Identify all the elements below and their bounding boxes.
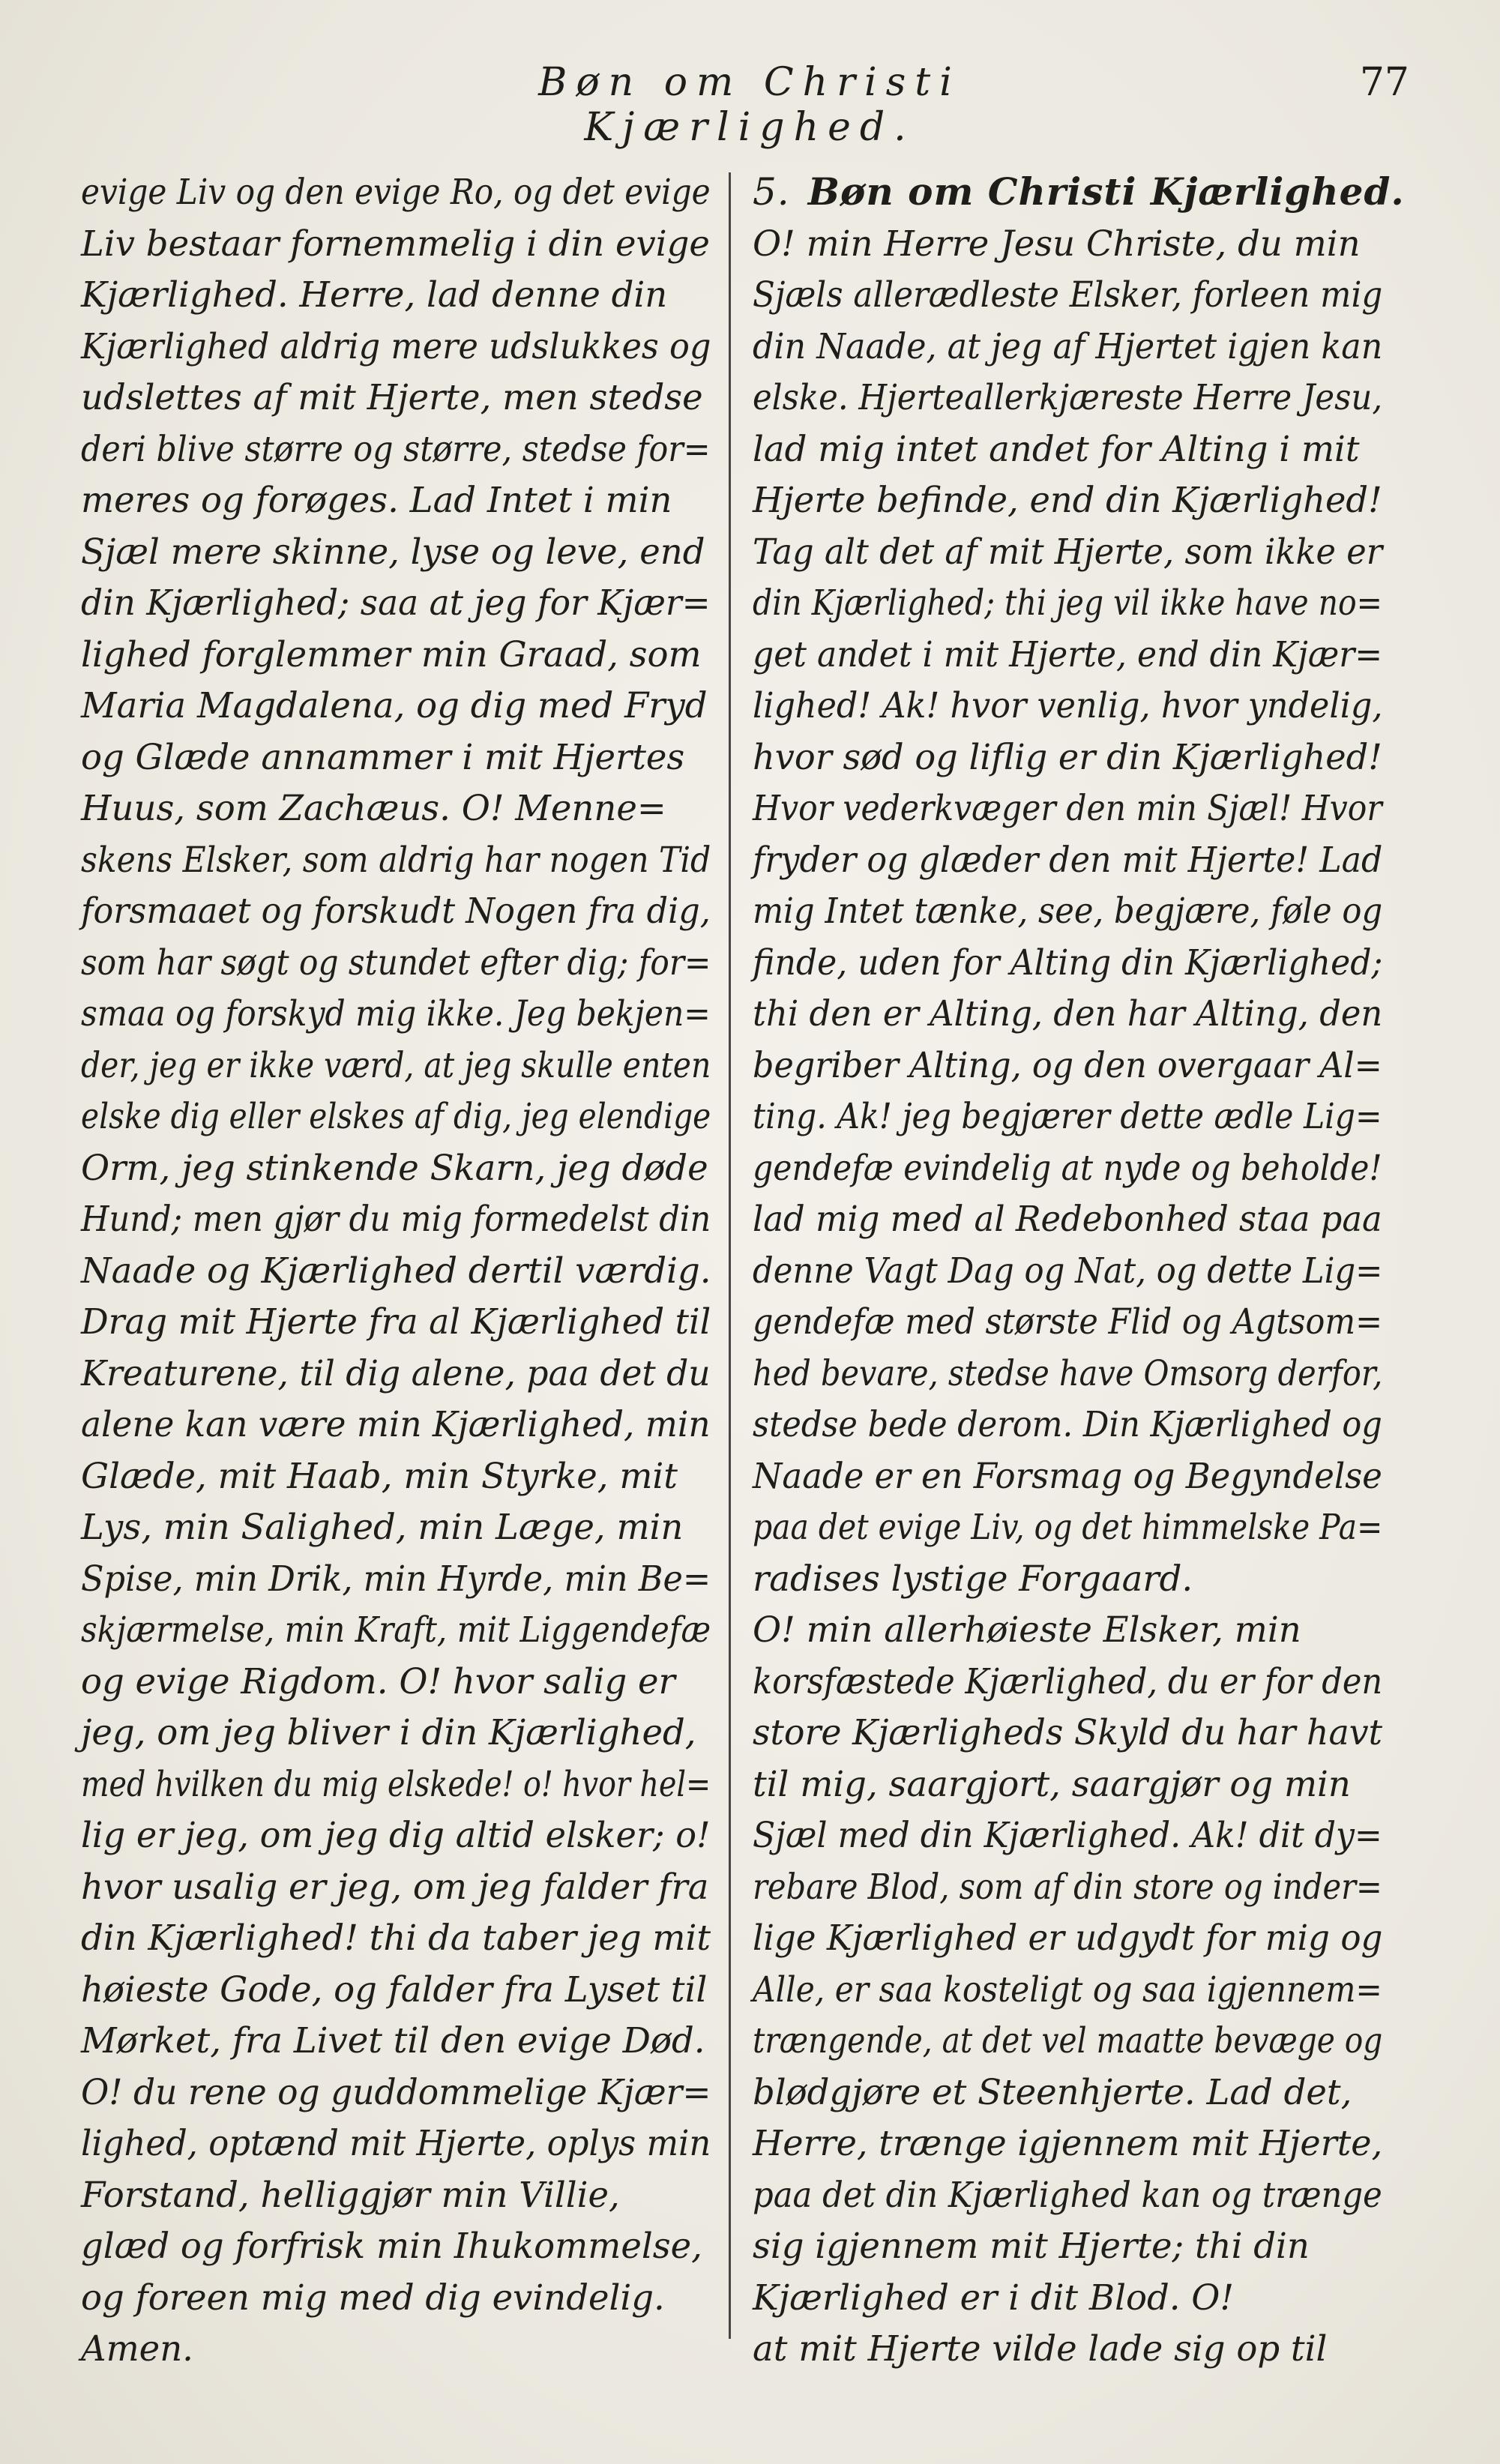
text-line: glæd og forfrisk min Ihukommelse, — [81, 2226, 702, 2266]
text-line: mig Intet tænke, see, begjære, føle og — [753, 891, 1383, 931]
text-line: lige Kjærlighed er udgydt for mig og — [753, 1918, 1383, 1958]
text-line: korsfæstede Kjærlighed, du er for den — [753, 1660, 1383, 1702]
text-line: og foreen mig med dig evindelig. — [81, 2277, 665, 2318]
section-title: Bøn om Christi Kjærlighed. — [807, 169, 1405, 214]
text-line: der, jeg er ikke værd, at jeg skulle enten — [81, 1044, 711, 1085]
text-line: Liv bestaar fornemmelig i din evige — [81, 223, 710, 264]
text-line: lighed forglemmer min Graad, som — [81, 633, 702, 675]
text-line: Kjærlighed er i dit Blod. O! — [753, 2277, 1235, 2318]
text-line: skens Elsker, som aldrig har nogen Tid — [81, 839, 711, 880]
text-line: alene kan være min Kjærlighed, min — [81, 1404, 711, 1445]
text-line: O! du rene og guddommelige Kjær= — [81, 2071, 711, 2112]
text-line: forsmaaet og forskudt Nogen fra dig, — [81, 891, 711, 931]
text-line: Lys, min Salighed, min Læge, min — [81, 1507, 684, 1547]
text-line: Forstand, helliggjør min Villie, — [81, 2174, 620, 2215]
text-line: Tag alt det af mit Hjerte, som ikke er — [753, 531, 1383, 572]
text-line: skjærmelse, min Kraft, mit Liggendefæ — [81, 1609, 711, 1650]
text-line: store Kjærligheds Skyld du har havt — [753, 1712, 1383, 1753]
left-text-column — [81, 166, 711, 2375]
text-line: jeg, om jeg bliver i din Kjærlighed, — [81, 1712, 696, 1753]
text-line: med hvilken du mig elskede! o! hvor hel= — [81, 1763, 711, 1804]
text-line: og Glæde annammer i mit Hjertes — [81, 736, 685, 777]
running-header: Bøn om Christi Kjærlighed. — [538, 60, 961, 150]
text-line: denne Vagt Dag og Nat, og dette Lig= — [753, 1250, 1383, 1291]
text-line: paa det din Kjærlighed kan og trænge — [753, 2174, 1382, 2215]
text-line: til mig, saargjort, saargjør og min — [753, 1763, 1351, 1804]
text-line: Alle, er saa kosteligt og saa igjennem= — [753, 1969, 1382, 2010]
text-line: Mørket, fra Livet til den evige Død. — [81, 2020, 705, 2061]
text-line: Sjæl mere skinne, lyse og leve, end — [81, 531, 705, 572]
text-line: lad mig intet andet for Alting i mit — [753, 428, 1360, 469]
page-number: 77 — [1359, 60, 1409, 105]
text-line: Glæde, mit Haab, min Styrke, mit — [81, 1455, 678, 1496]
text-line: lig er jeg, om jeg dig altid elsker; o! — [81, 1815, 711, 1855]
text-line: gendefæ evindelig at nyde og beholde! — [753, 1147, 1382, 1188]
text-line: Huus, som Zachæus. O! Menne= — [81, 788, 666, 828]
text-line: din Kjærlighed; saa at jeg for Kjær= — [81, 582, 711, 623]
text-line: O! min Herre Jesu Christe, du min — [753, 223, 1361, 264]
text-line: og evige Rigdom. O! hvor salig er — [81, 1660, 675, 1702]
text-line: Hvor vederkvæger den min Sjæl! Hvor — [753, 788, 1382, 828]
text-line: Sjæl med din Kjærlighed. Ak! dit dy= — [753, 1815, 1382, 1855]
section-heading — [753, 166, 1405, 218]
text-line: blødgjøre et Steenhjerte. Lad det, — [753, 2071, 1352, 2112]
text-line: elske dig eller elskes af dig, jeg elendige — [81, 1096, 711, 1136]
text-line: hvor sød og liflig er din Kjærlighed! — [753, 736, 1382, 777]
text-line: at mit Hjerte vilde lade sig op til — [753, 2328, 1328, 2369]
text-line: Hjerte befinde, end din Kjærlighed! — [753, 480, 1382, 520]
text-line: Spise, min Drik, min Hyrde, min Be= — [81, 1558, 711, 1599]
text-line: sig igjennem mit Hjerte; thi din — [753, 2226, 1310, 2266]
text-line: rebare Blod, som af din store og inder= — [753, 1866, 1382, 1907]
text-line: Sjæls allerædleste Elsker, forleen mig — [753, 274, 1383, 315]
text-line: hed bevare, stedse have Omsorg derfor, — [753, 1352, 1383, 1394]
text-line: deri blive større og større, stedse for= — [81, 428, 711, 469]
text-line: finde, uden for Alting din Kjærlighed; — [753, 942, 1383, 983]
text-line: Naade og Kjærlighed dertil værdig. — [81, 1250, 711, 1291]
text-line: trængende, at det vel maatte bevæge og — [753, 2020, 1383, 2061]
column-divider — [729, 172, 731, 2339]
text-line: Kreaturene, til dig alene, paa det du — [81, 1352, 711, 1394]
text-line: evige Liv og den evige Ro, og det evige — [81, 172, 711, 212]
text-line: smaa og forskyd mig ikke. Jeg bekjen= — [81, 993, 711, 1034]
text-line: stedse bede derom. Din Kjærlighed og — [753, 1404, 1382, 1445]
text-line: paa det evige Liv, og det himmelske Pa= — [753, 1507, 1383, 1547]
text-line: meres og forøges. Lad Intet i min — [81, 480, 672, 520]
text-line: begriber Alting, og den overgaar Al= — [753, 1044, 1382, 1085]
text-line: lighed, optænd mit Hjerte, oplys min — [81, 2123, 711, 2163]
text-line: din Kjærlighed! thi da taber jeg mit — [81, 1918, 711, 1958]
text-line: radises lystige Forgaard. — [753, 1558, 1193, 1599]
text-line: fryder og glæder den mit Hjerte! Lad — [753, 839, 1383, 880]
text-line: Kjærlighed aldrig mere udslukkes og — [81, 325, 711, 367]
text-line: Herre, trænge igjennem mit Hjerte, — [753, 2123, 1383, 2163]
text-line: Naade er en Forsmag og Begyndelse — [753, 1455, 1382, 1496]
text-line: Kjærlighed. Herre, lad denne din — [81, 274, 668, 315]
text-line: din Kjærlighed; thi jeg vil ikke have no= — [753, 582, 1382, 623]
text-line: din Naade, at jeg af Hjertet igjen kan — [753, 325, 1383, 367]
text-line: hvor usalig er jeg, om jeg falder fra — [81, 1866, 709, 1907]
right-text-column — [753, 166, 1405, 2375]
text-line: get andet i mit Hjerte, end din Kjær= — [753, 633, 1383, 675]
text-line: O! min allerhøieste Elsker, min — [753, 1609, 1301, 1650]
section-number: 5. — [753, 170, 790, 214]
text-line: Amen. — [81, 2328, 193, 2369]
text-line: høieste Gode, og falder fra Lyset til — [81, 1969, 708, 2010]
text-line: som har søgt og stundet efter dig; for= — [81, 942, 711, 983]
text-line: Hund; men gjør du mig formedelst din — [81, 1199, 711, 1239]
text-line: Maria Magdalena, og dig med Fryd — [81, 685, 708, 726]
text-line: thi den er Alting, den har Alting, den — [753, 993, 1383, 1034]
text-line: Orm, jeg stinkende Skarn, jeg døde — [81, 1147, 708, 1188]
text-line: ting. Ak! jeg begjærer dette ædle Lig= — [753, 1096, 1382, 1136]
text-line: elske. Hjerteallerkjæreste Herre Jesu, — [753, 377, 1383, 418]
text-line: lad mig med al Redebonhed staa paa — [753, 1199, 1382, 1239]
text-line: lighed! Ak! hvor venlig, hvor yndelig, — [753, 685, 1383, 726]
text-line: Drag mit Hjerte fra al Kjærlighed til — [81, 1301, 711, 1342]
text-line: udslettes af mit Hjerte, men stedse — [81, 377, 703, 418]
text-line: gendefæ med største Flid og Agtsom= — [753, 1301, 1383, 1342]
